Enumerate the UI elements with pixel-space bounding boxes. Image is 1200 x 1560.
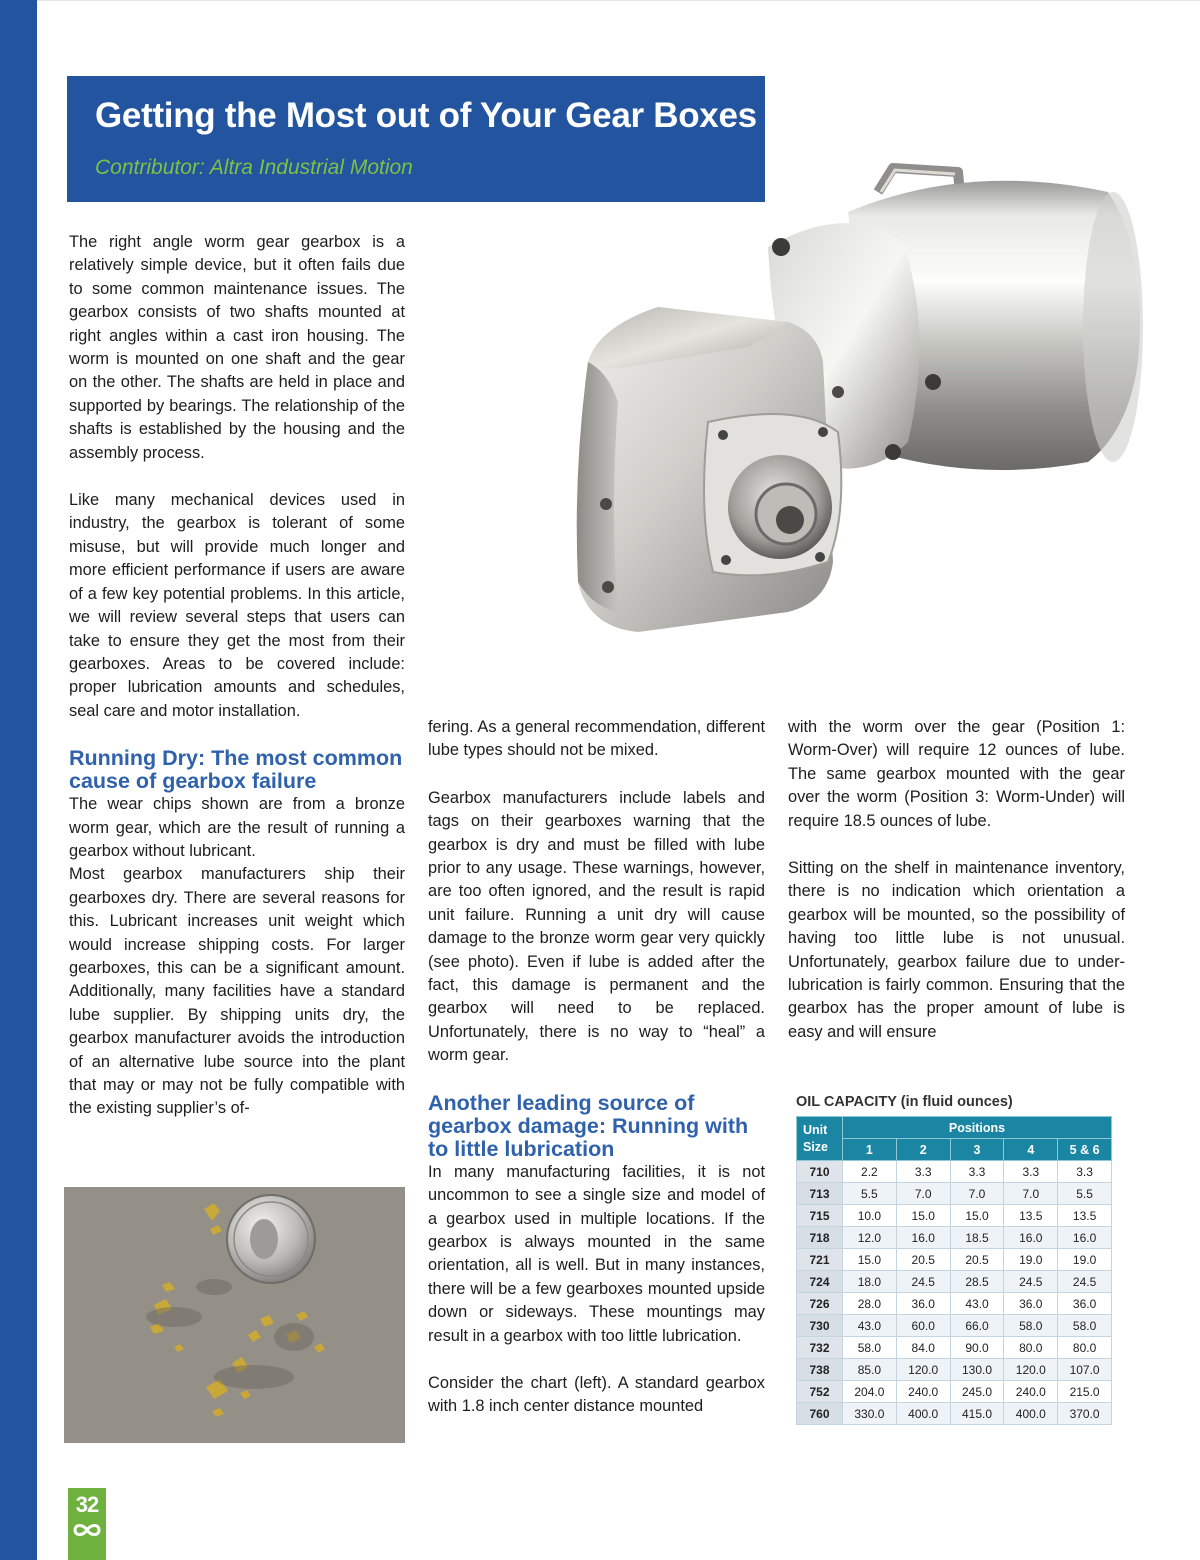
capacity-cell: 24.5: [1004, 1271, 1058, 1293]
capacity-cell: 16.0: [896, 1227, 950, 1249]
table-row: [797, 1249, 1112, 1271]
body-paragraph: Sitting on the shelf in maintenance inventory, there is no indication which orientation a gearbox will be mounted, so the possibility of having too little lube is not unusual. Unfortunately, gearbox failure due to under-lubrication is fairly common. Ensuring that the gearbox has the proper amount of lube is easy and will ensure: [788, 859, 1125, 1041]
capacity-cell: 19.0: [1004, 1249, 1058, 1271]
capacity-cell: 19.0: [1058, 1249, 1112, 1271]
capacity-cell: 13.5: [1004, 1205, 1058, 1227]
capacity-cell: 43.0: [843, 1315, 897, 1337]
positions-header: Positions: [843, 1117, 1112, 1139]
position-header: 2: [896, 1139, 950, 1161]
body-paragraph: In many manufacturing facilities, it is not uncommon to see a single size and model of a gearbox used in multiple locations. If the gearbox is always mounted in the same orientation, all is well. But in many instances, there will be a few gearboxes mounted upside down or sideways. These mountings may result in a gearbox with too little lubrication.: [428, 1162, 765, 1345]
position-header: 4: [1004, 1139, 1058, 1161]
capacity-cell: 5.5: [1058, 1183, 1112, 1205]
table-row: [797, 1381, 1112, 1403]
table-row: [797, 1161, 1112, 1183]
title-banner: [67, 76, 765, 202]
unit-size-cell: 726: [797, 1293, 843, 1315]
capacity-cell: 36.0: [1058, 1293, 1112, 1315]
intro-paragraph: The right angle worm gear gearbox is a relatively simple device, but it often fails due to some common maintenance issues. The gearbox consists of two shafts mounted at right angles within a cast iron housing. The worm is mounted on one shaft and the gear on the other. The shafts are held in place and supported by bearings. The relationship of the shafts is established by the housing and the assembly process.: [69, 233, 405, 462]
unit-size-cell: 760: [797, 1403, 843, 1425]
position-header: 1: [843, 1139, 897, 1161]
body-paragraph: Gearbox manufacturers include labels and tags on their gearboxes warning that the gearbox is dry and must be filled with lube prior to any usage. These warnings, however, are too often ignored, and the result is rapid unit failure. Running a unit dry will cause damage to the bronze worm gear very quickly (see photo). Even if lube is added after the fact, this damage is permanent and the gearbox will need to be replaced. Unfortunately, there is no way to “heal” a worm gear.: [428, 788, 765, 1065]
unit-size-cell: 730: [797, 1315, 843, 1337]
capacity-cell: 240.0: [896, 1381, 950, 1403]
oil-capacity-grid: [796, 1116, 1112, 1425]
body-paragraph: Most gearbox manufacturers ship their gearboxes dry. There are several reasons for this. Lubricant increases unit weight which would increase shipping costs. For larger gearboxes, this can be a significant amount. Additionally, many facilities have a standard lube supplier. By shipping units dry, the gearbox manufacturer avoids the introduction of an alternative lube source into the plant that may or may not be fully compatible with the existing supplier’s of-: [69, 865, 405, 1118]
body-paragraph: Consider the chart (left). A standard gearbox with 1.8 inch center distance mounted: [428, 1373, 765, 1416]
capacity-cell: 3.3: [896, 1161, 950, 1183]
capacity-cell: 16.0: [1004, 1227, 1058, 1249]
capacity-cell: 3.3: [950, 1161, 1004, 1183]
capacity-cell: 415.0: [950, 1403, 1004, 1425]
unit-size-cell: 724: [797, 1271, 843, 1293]
infinity-icon: [71, 1521, 103, 1539]
oil-capacity-units: (in fluid ounces): [900, 1094, 1013, 1110]
capacity-cell: 245.0: [950, 1381, 1004, 1403]
oil-capacity-title: [796, 1094, 1115, 1116]
position-header: 3: [950, 1139, 1004, 1161]
column-3: [788, 716, 1125, 1044]
capacity-cell: 120.0: [1004, 1359, 1058, 1381]
capacity-cell: 15.0: [950, 1205, 1004, 1227]
capacity-cell: 370.0: [1058, 1403, 1112, 1425]
capacity-cell: 18.5: [950, 1227, 1004, 1249]
table-row: [797, 1183, 1112, 1205]
capacity-cell: 130.0: [950, 1359, 1004, 1381]
capacity-cell: 16.0: [1058, 1227, 1112, 1249]
capacity-cell: 58.0: [1058, 1315, 1112, 1337]
unit-size-cell: 710: [797, 1161, 843, 1183]
section-heading-little-lubrication: Another leading source of gearbox damage: Running with to little lubrication: [428, 1090, 749, 1161]
unit-size-cell: 721: [797, 1249, 843, 1271]
capacity-cell: 120.0: [896, 1359, 950, 1381]
oil-capacity-title-text: OIL CAPACITY: [796, 1094, 897, 1110]
capacity-cell: 66.0: [950, 1315, 1004, 1337]
capacity-cell: 12.0: [843, 1227, 897, 1249]
capacity-cell: 60.0: [896, 1315, 950, 1337]
capacity-cell: 18.0: [843, 1271, 897, 1293]
table-row: [797, 1293, 1112, 1315]
gearbox-photo: [548, 132, 1158, 692]
capacity-cell: 24.5: [1058, 1271, 1112, 1293]
page-number-badge: [68, 1488, 106, 1560]
table-row: [797, 1205, 1112, 1227]
column-1: [69, 231, 405, 1121]
capacity-cell: 7.0: [896, 1183, 950, 1205]
table-row: [797, 1315, 1112, 1337]
left-accent-bar: [0, 0, 37, 1560]
capacity-cell: 90.0: [950, 1337, 1004, 1359]
position-header: 5 & 6: [1058, 1139, 1112, 1161]
capacity-cell: 240.0: [1004, 1381, 1058, 1403]
unit-size-cell: 713: [797, 1183, 843, 1205]
capacity-cell: 2.2: [843, 1161, 897, 1183]
column-2: [428, 716, 765, 1419]
capacity-cell: 7.0: [950, 1183, 1004, 1205]
capacity-cell: 36.0: [1004, 1293, 1058, 1315]
capacity-cell: 204.0: [843, 1381, 897, 1403]
table-row: [797, 1227, 1112, 1249]
body-paragraph: The wear chips shown are from a bronze worm gear, which are the result of running a gearbox without lubricant.: [69, 795, 405, 860]
capacity-cell: 43.0: [950, 1293, 1004, 1315]
table-row: [797, 1337, 1112, 1359]
contributor-line: Contributor: Altra Industrial Motion: [95, 156, 413, 179]
capacity-cell: 84.0: [896, 1337, 950, 1359]
capacity-cell: 3.3: [1004, 1161, 1058, 1183]
capacity-cell: 107.0: [1058, 1359, 1112, 1381]
unit-size-cell: 732: [797, 1337, 843, 1359]
oil-capacity-table: [790, 1094, 1115, 1425]
page-number: 32: [75, 1492, 99, 1517]
capacity-cell: 85.0: [843, 1359, 897, 1381]
capacity-cell: 36.0: [896, 1293, 950, 1315]
unit-size-cell: 715: [797, 1205, 843, 1227]
unit-size-header: Unit Size: [797, 1117, 843, 1161]
capacity-cell: 13.5: [1058, 1205, 1112, 1227]
body-paragraph: with the worm over the gear (Position 1: Worm-Over) will require 12 ounces of lube. The same gearbox mounted with the gear over the worm (Position 3: Worm-Under) will require 18.5 ounces of lube.: [788, 718, 1125, 830]
capacity-cell: 28.0: [843, 1293, 897, 1315]
capacity-cell: 10.0: [843, 1205, 897, 1227]
capacity-cell: 7.0: [1004, 1183, 1058, 1205]
table-row: [797, 1271, 1112, 1293]
capacity-cell: 80.0: [1058, 1337, 1112, 1359]
capacity-cell: 400.0: [1004, 1403, 1058, 1425]
unit-size-cell: 752: [797, 1381, 843, 1403]
body-paragraph: Like many mechanical devices used in industry, the gearbox is tolerant of some misuse, but will provide much longer and more efficient performance if users are aware of a few key potential problems. In this article, we will review several steps that users can take to ensure they get the most from their gearboxes. Areas to be covered include: proper lubrication amounts and schedules, seal care and motor installation.: [69, 491, 405, 720]
capacity-cell: 58.0: [843, 1337, 897, 1359]
unit-size-cell: 738: [797, 1359, 843, 1381]
capacity-cell: 15.0: [896, 1205, 950, 1227]
capacity-cell: 58.0: [1004, 1315, 1058, 1337]
page-title: Getting the Most out of Your Gear Boxes: [95, 96, 757, 135]
capacity-cell: 28.5: [950, 1271, 1004, 1293]
capacity-cell: 15.0: [843, 1249, 897, 1271]
capacity-cell: 3.3: [1058, 1161, 1112, 1183]
body-paragraph: fering. As a general recommendation, different lube types should not be mixed.: [428, 718, 765, 760]
top-divider: [37, 0, 1200, 1]
capacity-cell: 330.0: [843, 1403, 897, 1425]
table-row: [797, 1359, 1112, 1381]
capacity-cell: 24.5: [896, 1271, 950, 1293]
table-row: [797, 1403, 1112, 1425]
capacity-cell: 215.0: [1058, 1381, 1112, 1403]
capacity-cell: 400.0: [896, 1403, 950, 1425]
wear-chips-photo: [64, 1187, 405, 1443]
section-heading-running-dry: Running Dry: The most common cause of gearbox failure: [69, 746, 403, 794]
capacity-cell: 20.5: [950, 1249, 1004, 1271]
capacity-cell: 80.0: [1004, 1337, 1058, 1359]
capacity-cell: 20.5: [896, 1249, 950, 1271]
capacity-cell: 5.5: [843, 1183, 897, 1205]
unit-size-cell: 718: [797, 1227, 843, 1249]
